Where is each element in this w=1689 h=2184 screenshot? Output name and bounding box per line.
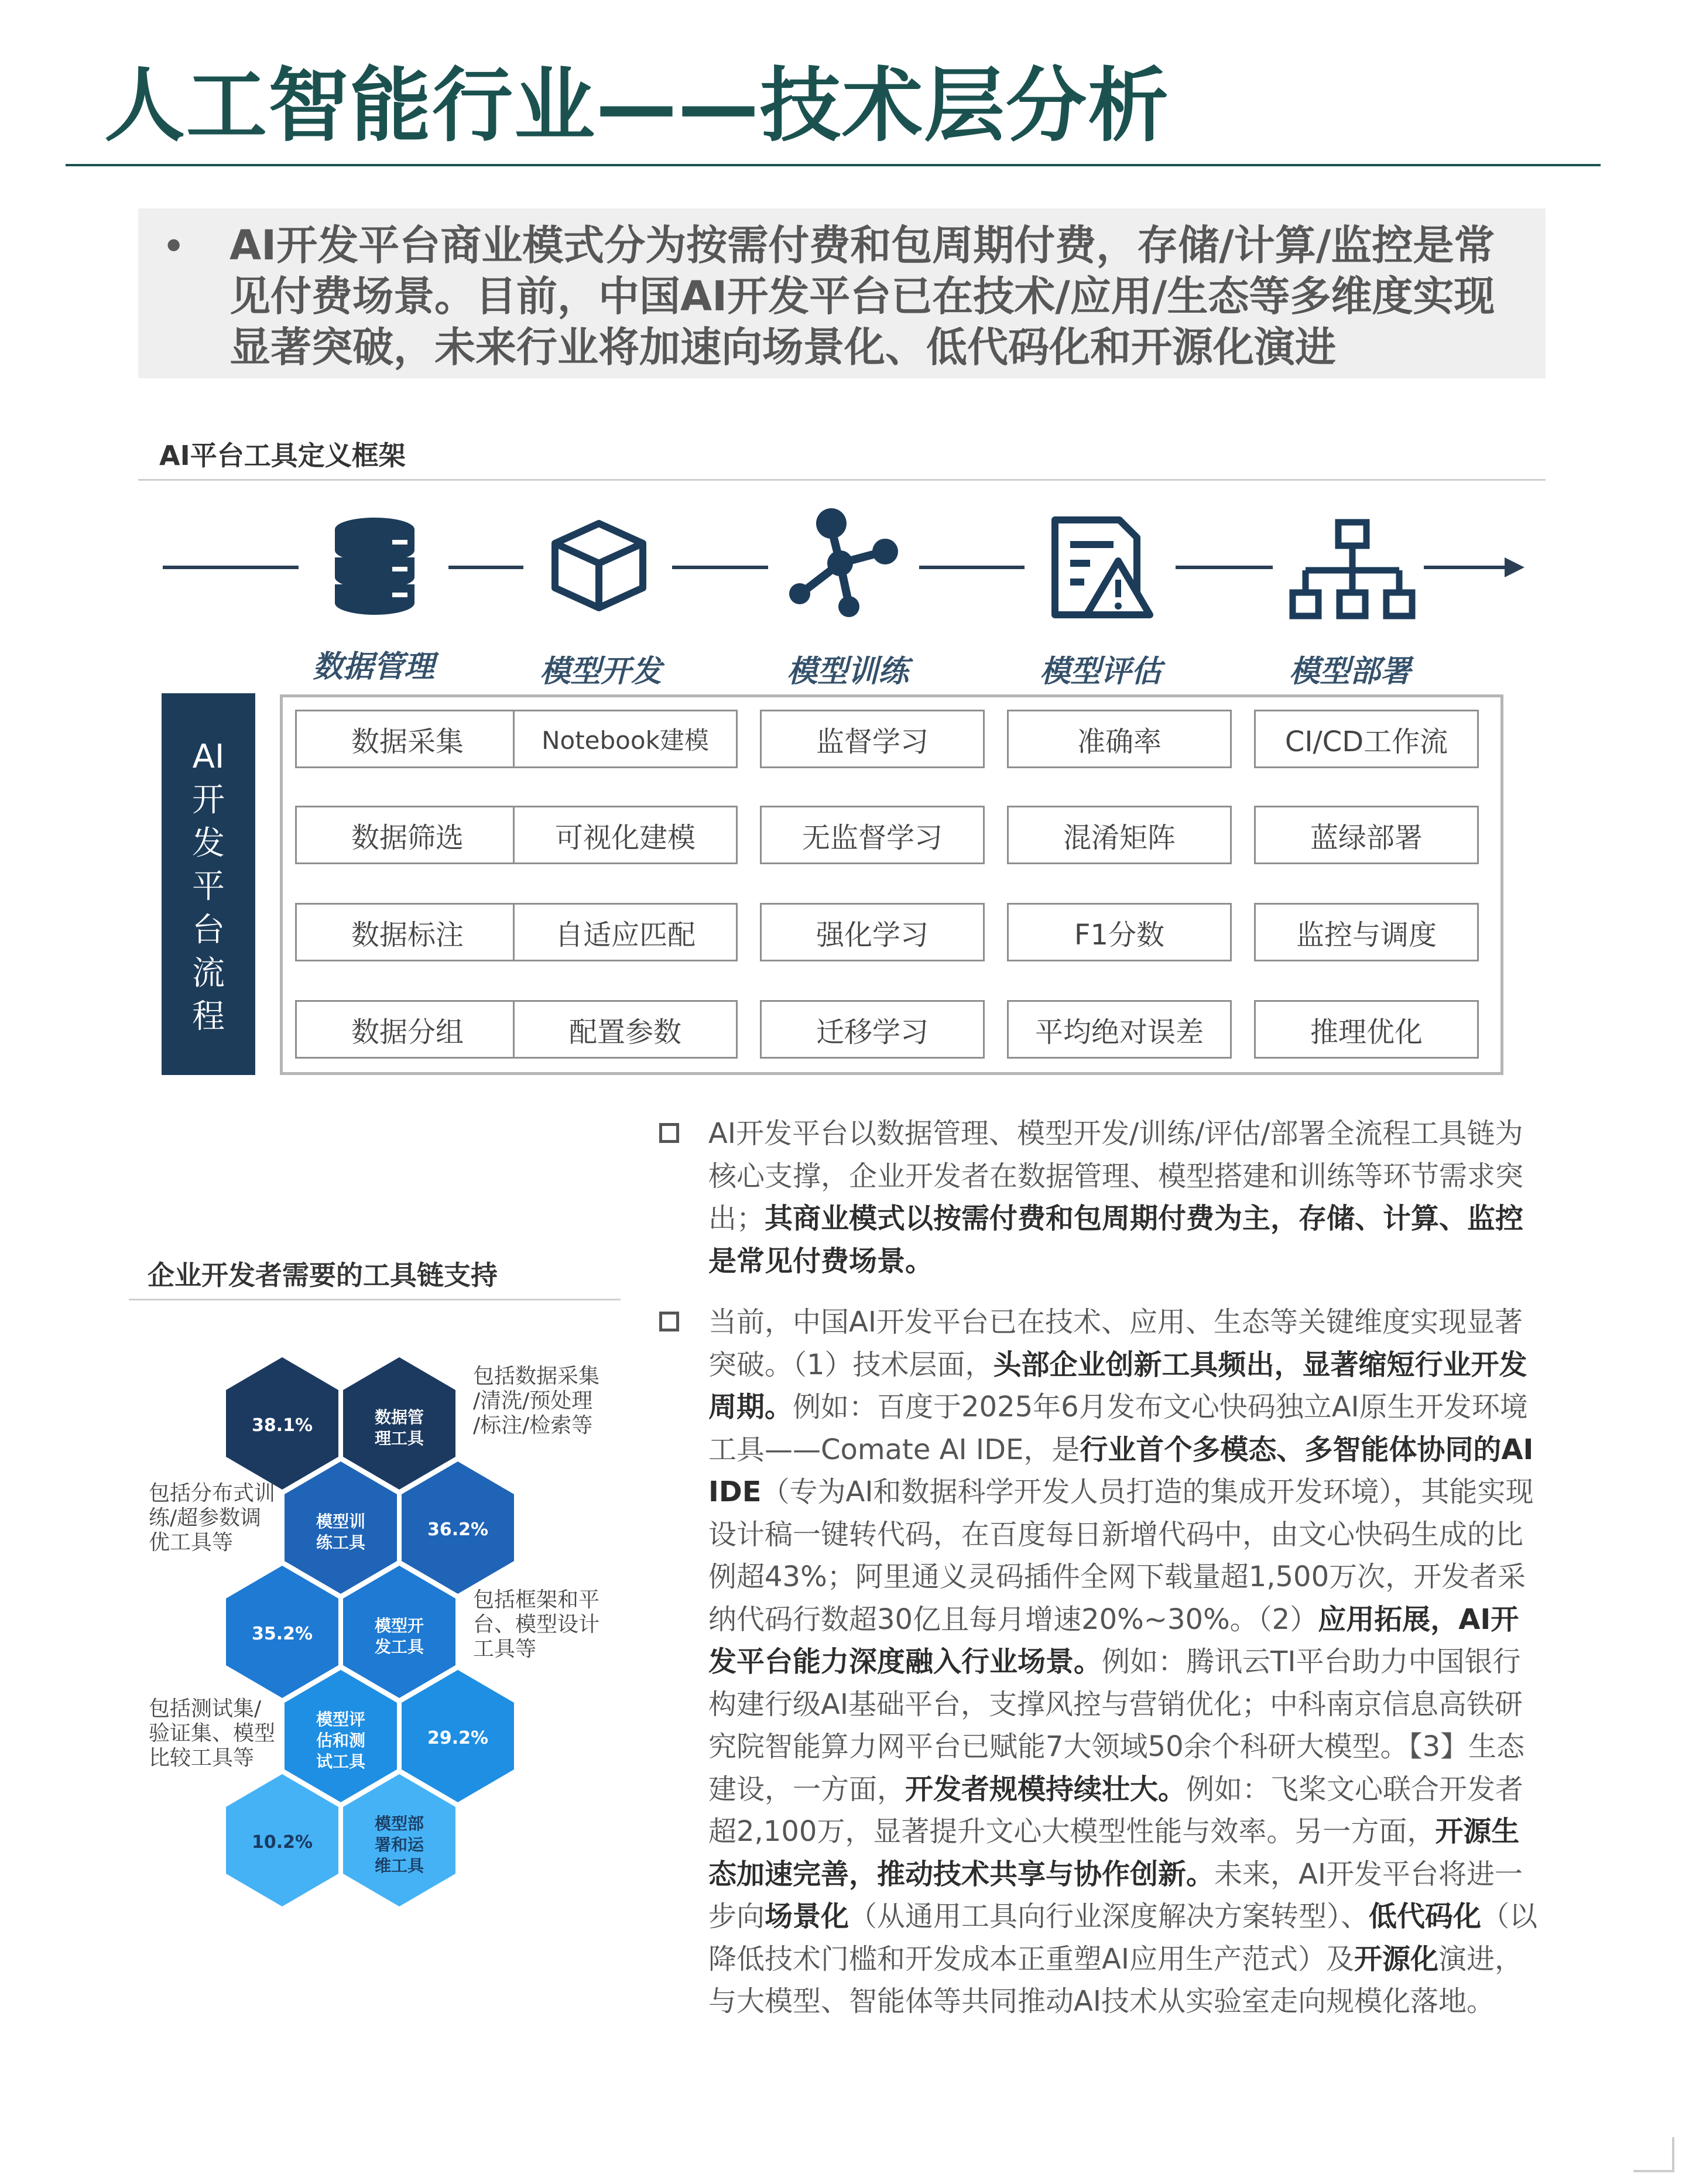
hex-tool-text: 数据管 bbox=[374, 1408, 424, 1427]
grid-cell: 可视化建模 bbox=[513, 806, 738, 864]
grid-cell: 强化学习 bbox=[760, 903, 985, 961]
grid-cell: 监督学习 bbox=[760, 710, 985, 768]
hex-tool-text: 估和测 bbox=[316, 1731, 366, 1750]
cube-icon bbox=[549, 519, 649, 612]
grid-cell: 推理优化 bbox=[1254, 1000, 1479, 1059]
flow-segment-5 bbox=[1176, 566, 1273, 569]
grid-cell: 平均绝对误差 bbox=[1007, 1000, 1232, 1059]
flow-segment-3 bbox=[672, 566, 768, 569]
page-corner-mark bbox=[1633, 2137, 1674, 2172]
paragraph-toolchain: AI开发平台以数据管理、模型开发/训练/评估/部署全流程工具链为核心支撑，企业开发者在数据管理、模型搭建和训练等环节需求突出；其商业模式以按需付费和包周期付费为主，存储、计算、监控是常见付费场景。 bbox=[708, 1117, 1524, 1278]
grid-cell: CI/CD工作流 bbox=[1254, 710, 1479, 768]
checkbox-bullet-icon bbox=[659, 1312, 679, 1331]
paragraph-progress: 当前，中国AI开发平台已在技术、应用、生态等关键维度实现显著突破。（1）技术层面，头部企业创新工具频出，显著缩短行业开发周期。例如：百度于2025年6月发布文心快码独立AI原生开发环境工具——Comate AI IDE，是行业首个多模态、多智能体协同的AI IDE（专为AI和数据科学开发人员打造的集成开发环境），其能实现设计稿一键转代码，在百度每日新增代码中，由文心快码生成的比例超43%；阿里通义灵码插件全网下载量超1,500万次，开发者采纳代码行数超30亿且每月增速20%~30%。（2）应用拓展，AI开发平台能力深度融入行业场景。例如：腾讯云TI平台助力中国银行构建行级AI基础平台，支撑风控与营销优化；中科南京信息高铁研究院智能算力网平台已赋能7大领域50余个科研大模型。【3】生态建设，一方面，开发者规模持续壮大。例如：飞桨文心联合开发者超2,100万，显著提升文心大模型性能与效率。另一方面，开源生态加速完善，推动技术共享与协作创新。未来，AI开发平台将进一步向场景化（从通用工具向行业深度解决方案转型）、低代码化（以降低技术门槛和开发成本正重塑AI应用生产范式）及开源化演进，与大模型、智能体等共同推动AI技术从实验室走向规模化落地。 bbox=[708, 1306, 1538, 2018]
grid-cell: 数据分组 bbox=[295, 1000, 520, 1059]
hex-pct-text: 35.2% bbox=[251, 1624, 313, 1644]
database-icon bbox=[328, 515, 422, 615]
grid-cell: 数据采集 bbox=[295, 710, 520, 768]
flow-segment-1 bbox=[163, 566, 299, 569]
stage-label-eval: 模型评估 bbox=[1039, 654, 1162, 689]
vbar-char: 程 bbox=[192, 998, 225, 1036]
stage-label-data: 数据管理 bbox=[312, 649, 434, 684]
hex-tool-text: 维工具 bbox=[374, 1856, 424, 1875]
hex-tool-text: 模型训 bbox=[316, 1512, 366, 1531]
document-warning-icon bbox=[1049, 515, 1154, 621]
title-divider bbox=[66, 164, 1601, 166]
vbar-char: 发 bbox=[192, 824, 225, 862]
grid-cell: Notebook建模 bbox=[513, 710, 738, 768]
hex-pct-text: 10.2% bbox=[251, 1832, 313, 1853]
network-icon bbox=[784, 505, 902, 619]
summary-bullet: • bbox=[162, 222, 186, 271]
stage-label-deploy: 模型部署 bbox=[1289, 654, 1411, 689]
framework-divider bbox=[138, 479, 1546, 481]
hierarchy-icon bbox=[1288, 518, 1417, 623]
hex-pct-text: 36.2% bbox=[427, 1519, 489, 1540]
grid-cell: 蓝绿部署 bbox=[1254, 806, 1479, 864]
toolchain-title: 企业开发者需要的工具链支持 bbox=[148, 1259, 498, 1291]
note-eval-tools: 包括测试集/ 验证集、模型 比较工具等 bbox=[149, 1697, 276, 1770]
flow-segment-6 bbox=[1424, 566, 1506, 569]
checkbox-bullet-icon bbox=[659, 1123, 679, 1143]
stage-label-train: 模型训练 bbox=[786, 654, 909, 689]
hex-tool-text: 模型部 bbox=[374, 1814, 424, 1833]
hex-tool-text: 练工具 bbox=[316, 1533, 366, 1552]
hex-tool-text: 试工具 bbox=[316, 1752, 366, 1771]
flow-segment-4 bbox=[919, 566, 1025, 569]
vbar-char: 台 bbox=[192, 911, 225, 949]
vbar-char: 流 bbox=[192, 954, 225, 992]
grid-cell: 准确率 bbox=[1007, 710, 1232, 768]
grid-cell: 无监督学习 bbox=[760, 806, 985, 864]
stage-label-dev: 模型开发 bbox=[539, 654, 662, 689]
vbar-char: AI bbox=[192, 738, 225, 776]
summary-text: AI开发平台商业模式分为按需付费和包周期付费，存储/计算/监控是常见付费场景。目前，中国AI开发平台已在技术/应用/生态等多维度实现显著突破，未来行业将加速向场景化、低代码化和开源化演进 bbox=[229, 221, 1495, 371]
hex-tool-text: 理工具 bbox=[374, 1429, 424, 1448]
framework-title: AI平台工具定义框架 bbox=[159, 440, 406, 471]
note-data-tools: 包括数据采集 /清洗/预处理 /标注/检索等 bbox=[473, 1364, 600, 1437]
hex-tool-text: 模型评 bbox=[316, 1710, 366, 1729]
hex-tool-text: 发工具 bbox=[374, 1637, 424, 1656]
grid-cell: 数据筛选 bbox=[295, 806, 520, 864]
grid-cell: 迁移学习 bbox=[760, 1000, 985, 1059]
grid-cell: 配置参数 bbox=[513, 1000, 738, 1059]
grid-cell: 监控与调度 bbox=[1254, 903, 1479, 961]
hex-pct-text: 29.2% bbox=[427, 1728, 489, 1748]
note-train-tools: 包括分布式训 练/超参数调 优工具等 bbox=[149, 1481, 276, 1555]
page-title: 人工智能行业——技术层分析 bbox=[104, 59, 1170, 153]
vbar-char: 开 bbox=[192, 781, 225, 819]
ai-platform-process-label bbox=[162, 693, 255, 1075]
toolchain-divider bbox=[129, 1299, 621, 1300]
grid-cell: F1分数 bbox=[1007, 903, 1232, 961]
summary-box bbox=[138, 208, 1546, 378]
grid-cell: 自适应匹配 bbox=[513, 903, 738, 961]
flow-segment-2 bbox=[448, 566, 523, 569]
hex-tool-text: 署和运 bbox=[374, 1835, 424, 1854]
note-dev-tools: 包括框架和平 台、模型设计 工具等 bbox=[473, 1588, 600, 1661]
grid-cell: 混淆矩阵 bbox=[1007, 806, 1232, 864]
hex-tool-deploy bbox=[341, 1774, 458, 1906]
flow-arrow-icon bbox=[1505, 557, 1524, 577]
hex-pct-deploy bbox=[224, 1774, 341, 1906]
grid-cell: 数据标注 bbox=[295, 903, 520, 961]
hex-tool-text: 模型开 bbox=[374, 1616, 424, 1635]
hex-pct-text: 38.1% bbox=[251, 1415, 313, 1436]
vbar-char: 平 bbox=[192, 868, 225, 906]
